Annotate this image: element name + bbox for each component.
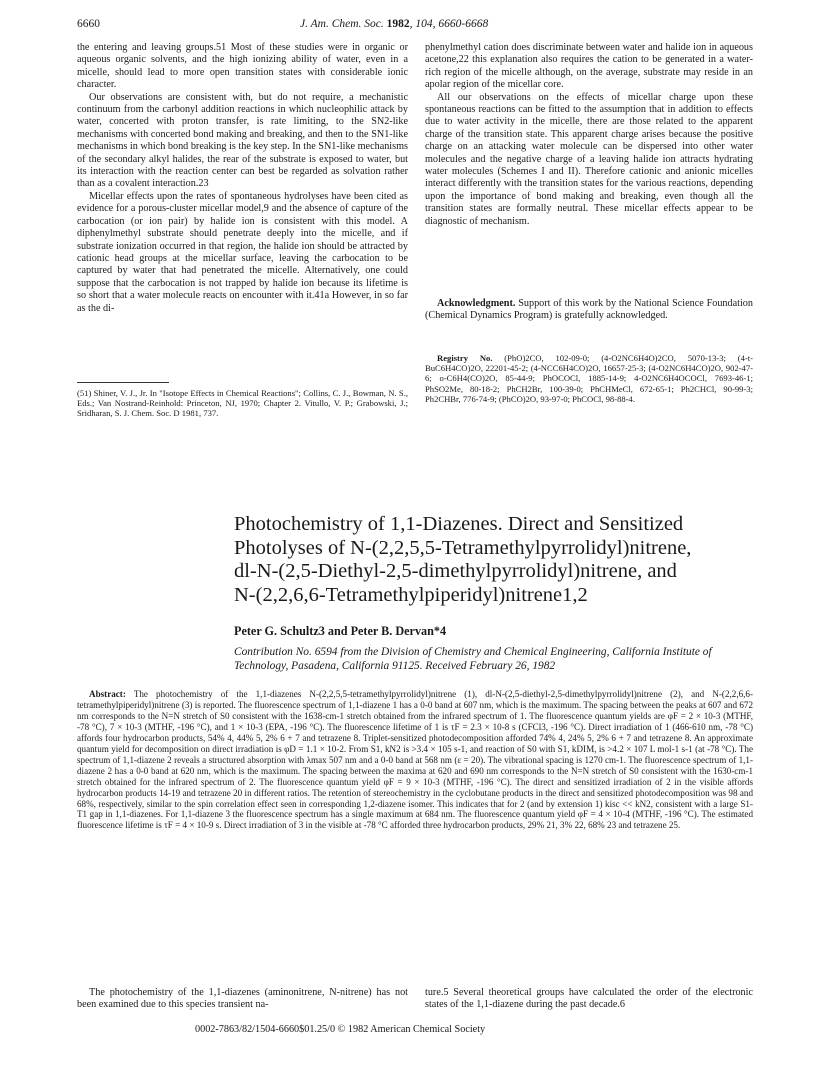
- affiliation: Contribution No. 6594 from the Division of Chemistry and Chemical Engineering, California Institute of Technology, Pasadena, California 91125. Received February 26, 1982: [234, 646, 712, 672]
- paragraph: the entering and leaving groups.51 Most of these studies were in organic or aqueous organic solvents, and the high ionizing ability of water, even in a micelle, should lead to more open transition states with considerable ionic character.: [77, 42, 408, 91]
- journal-volume: 104: [415, 18, 433, 30]
- title-line: dl-N-(2,5-Diethyl-2,5-dimethylpyrrolidyl)nitrene, and: [234, 560, 677, 583]
- title-line: N-(2,2,6,6-Tetramethylpiperidyl)nitrene1,2: [234, 583, 588, 606]
- registry-numbers: [425, 353, 753, 404]
- paragraph: phenylmethyl cation does discriminate between water and halide ion in aqueous acetone,22 this explanation also requires the cation to be generated in a water-rich region of the micelle although, on the average, substrate may reside in an apolar region of the micellar core.: [425, 42, 753, 91]
- intro-right: ture.5 Several theoretical groups have calculated the order of the electronic states of the 1,1-diazene during the past decade.6: [425, 987, 753, 1011]
- acknowledgment-text: Support of this work by the National Science Foundation (Chemical Dynamics Program) is gratefully acknowledged.: [425, 298, 753, 322]
- registry-label: Registry No.: [437, 353, 493, 363]
- abstract-text: The photochemistry of the 1,1-diazenes N-(2,2,5,5-tetramethylpyrrolidyl)nitrene (1), dl-N-(2,5-diethyl-2,5-dimethylpyrrolidyl)nitrene (2), and N-(2,2,6,6-tetramethylpiperidyl)nitrene (3) is reported. The fluorescence spectrum of 1,1-diazene 1 has a 0-0 band at 607 nm, which is the maximum. The spacing between the peaks at 607 and 672 nm corresponds to the N=N stretch of S0 consistent with the 1638-cm-1 stretch obtained from the infrared spectrum of 1. The fluorescence quantum yields are φF = 2 × 10-3 (MTHF, -78 °C), 7 × 10-3 (MTHF, -196 °C), and 1 × 10-3 (EPA, -196 °C). The fluorescence lifetime of 1 is τF = 2.3 × 10-8 s (CFCl3, -196 °C). Direct irradiation of 1 (466-610 nm, -78 °C) affords four hydrocarbon products, 54% 4, 44% 5, 2% 6 + 7 and tetrazene 8. Triplet-sensitized photodecomposition afforded 74% 4, 24% 5, 2% 6 + 7 and tetrazene 8. An approximate quantum yield for decomposition on direct irradiation is φD = 1.1 × 10-2. From S1, kN2 is >3.4 × 105 s-1, and reaction of S0 with S1, kDIM, is >4.2 × 107 L mol-1 s-1 (at -78 °C). The spectrum of 1,1-diazene 2 reveals a structured absorption with λmax 507 nm and a 0-0 band at 568 nm (ε = 20). The vibrational spacing is 1270 cm-1. The fluorescence spectrum of 1,1-diazene 2 has a 0-0 band at 620 nm, which is the maximum. The spacing between the maxima at 620 and 690 nm corresponds to the N=N stretch of S0 consistent with the 1630-cm-1 stretch obtained for the infrared spectrum of 2. The fluorescence quantum yield φF = 9 × 10-3 (MTHF, -196 °C). The direct and sensitized irradiation of 2 in the visible affords hydrocarbon products 14-19 and tetrazene 20 in different ratios. The retention of stereochemistry in the cyclobutane products in the direct and sensitized photodecomposition was 98 and 68%, respectively, similar to the spin correlation effect seen in corresponding 1,2-diazene isomer. This indicates that for 2 (and by extension 1) kisc << kN2, consistent with a large S1-T1 gap in 1,1-diazenes. For 1,1-diazene 3 the fluorescence spectrum has a single maximum at 684 nm. The fluorescence quantum yield φF = 4 × 10-4 (MTHF, -196 °C). The estimated fluorescence lifetime is τF = 4 × 10-9 s. Direct irradiation of 3 in the visible at -78 °C afforded three hydrocarbon products, 29% 21, 3% 22, 68% 23 and tetrazene 25.: [77, 689, 753, 831]
- running-head: J. Am. Chem. Soc. 1982, 104, 6660-6668: [300, 18, 489, 30]
- footnote-rule: [77, 382, 169, 383]
- intro-left: The photochemistry of the 1,1-diazenes (aminonitrene, N-nitrene) has not been examined due to this species transient na-: [77, 987, 408, 1011]
- paragraph: All our observations on the effects of micellar charge upon these spontaneous reactions can be fitted to the assumption that in addition to effects due to water activity in the micelle, there are those related to the apparent charge of the transition state. This apparent charge arises because the positive charge on an attacking water molecule can be dispersed into other water molecules and the negative charge of a leaving halide ion attracts hydrating water molecules (Schemes I and II). Therefore cationic and anionic micelles interact differently with the transition states for the various reactions, depending upon the importance of bond making and breaking, even though all the transition states are formally neutral. These micellar effects appear to be diagnostic of mechanism.: [425, 91, 753, 227]
- registry-text: (PhO)2CO, 102-09-0; (4-O2NC6H4O)2CO, 5070-13-3; (4-t-BuC6H4CO)2O, 22201-45-2; (4-NCC6H4CO)2O, 16657-25-3; (4-O2NC6H4CO)2O, 902-47-6; o-C6H4(CO)2O, 85-44-9; PhOCOCl, 1885-14-9; 4-O2NC6H4OCOCl, 7693-46-1; PhSO2Me, 80-18-2; PhCH2Br, 100-39-0; PhCHMeCl, 672-65-1; Ph2CHCl, 90-99-3; Ph2CHBr, 776-74-9; (PhCO)2O, 93-97-0; PhCOCl, 98-88-4.: [425, 353, 753, 404]
- journal-pages: 6660-6668: [438, 18, 489, 30]
- right-column: [425, 42, 753, 228]
- paragraph: Our observations are consistent with, but do not require, a mechanistic continuum from the carbonyl addition reactions in which nucleophilic attack by water, concerted with proton transfer, is rate limiting, to the SN2-like mechanisms with concerted bond making and breaking, and then to the SN1-like mechanisms in which bond breaking is the key step. In the SN1-like mechanisms of the secondary alkyl halides, the rear of the substrate is exposed to water, but its interaction with the reaction center can best be regarded as solvation rather than as a covalent interaction.23: [77, 91, 408, 190]
- article-title: [234, 513, 754, 607]
- abstract: [77, 689, 753, 831]
- abstract-label: Abstract:: [89, 689, 126, 699]
- acknowledgment: [425, 298, 753, 323]
- title-line: Photolyses of N-(2,2,5,5-Tetramethylpyrrolidyl)nitrene,: [234, 536, 692, 559]
- page-footer: 0002-7863/82/1504-6660$01.25/0 © 1982 American Chemical Society: [195, 1024, 486, 1035]
- left-column: [77, 42, 408, 315]
- journal-year: 1982: [386, 18, 410, 30]
- title-line: Photochemistry of 1,1-Diazenes. Direct and Sensitized: [234, 513, 684, 535]
- page-number: 6660: [77, 18, 100, 30]
- footnote: (51) Shiner, V. J., Jr. In "Isotope Effects in Chemical Reactions"; Collins, C. J., Bowman, N. S., Eds.; Van Nostrand-Reinhold: Princeton, NJ, 1970; Chapter 2. Vitullo, V. P.; Grabowski, J.; Sridharan, S. J. Chem. Soc. D 1981, 737.: [77, 388, 408, 419]
- paragraph: Micellar effects upon the rates of spontaneous hydrolyses have been cited as evidence for a porous-cluster micellar model,9 and the absence of capture of the carbocation (or ion pair) by halide ion is consistent with this model. A diphenylmethyl substrate should penetrate deeply into the micelle, and if substrate ionization occurred in that region, the halide ion should be attracted by cationic head groups at the micellar surface, leaving the carbocation to be captured by water that had penetrated the micelle. Alternatively, one could suppose that the carbocation is not trapped by halide ion because its lifetime is so short that a water molecule reacts on encounter with it.41a However, in so far as the di-: [77, 190, 408, 314]
- authors: Peter G. Schultz3 and Peter B. Dervan*4: [234, 624, 447, 638]
- journal-name: J. Am. Chem. Soc.: [300, 18, 384, 30]
- acknowledgment-label: Acknowledgment.: [437, 298, 516, 309]
